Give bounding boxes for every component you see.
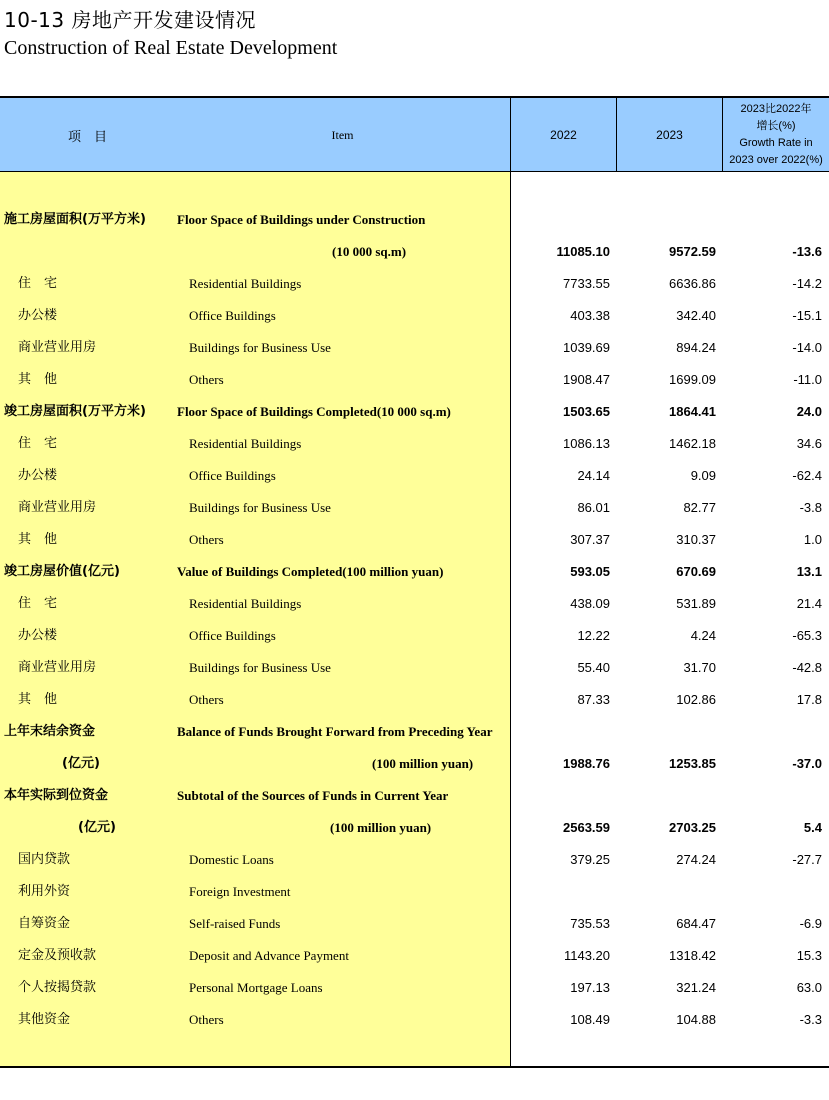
row-label-cn: 住 宅 [18,596,58,611]
table-row [0,588,829,620]
table-row [0,748,829,780]
value-growth: -11.0 [793,372,822,387]
row-label-cn: 住 宅 [18,436,58,451]
row-label-cn: 自筹资金 [18,916,71,931]
row-label-cn: 住 宅 [18,276,58,291]
value-2022: 12.22 [577,628,610,643]
value-growth: -6.9 [799,916,822,931]
table-row [0,236,829,268]
value-2022: 403.38 [570,308,610,323]
table-row [0,524,829,556]
value-2023: 31.70 [683,660,716,675]
table-row [0,684,829,716]
value-growth: -3.3 [799,1012,822,1027]
value-2023: 9.09 [690,468,716,483]
row-label-en: Subtotal of the Sources of Funds in Current Year [177,788,449,803]
row-label-cn: 其 他 [18,532,58,547]
row-label-cn: 国内贷款 [18,852,71,867]
value-2023: 1462.18 [669,436,716,451]
value-2023: 1253.85 [669,756,716,771]
value-growth: -65.3 [792,628,822,643]
row-label-cn: 办公楼 [18,468,58,483]
value-growth: -27.7 [792,852,822,867]
row-label-cn: 定金及预收款 [18,948,97,963]
table-row [0,908,829,940]
row-label-cn: 竣工房屋面积(万平方米) [4,404,146,419]
row-label-cn: 商业营业用房 [18,500,97,515]
value-2023: 82.77 [683,500,716,515]
value-growth: -13.6 [792,244,822,259]
table-header [0,96,829,172]
header-item-en: Item [331,127,354,142]
value-growth: 63.0 [796,980,822,995]
row-label-en: Office Buildings [189,628,276,643]
value-2023: 894.24 [676,340,716,355]
value-growth: 17.8 [796,692,822,707]
row-label-en: Buildings for Business Use [189,660,331,675]
value-2022: 1988.76 [563,756,610,771]
value-2023: 2703.25 [669,820,716,835]
value-2022: 2563.59 [563,820,610,835]
table-row [0,972,829,1004]
row-label-cn: 利用外资 [18,884,71,899]
value-2022: 307.37 [570,532,610,547]
table-row [0,1004,829,1036]
value-2023: 321.24 [676,980,716,995]
table-row [0,620,829,652]
value-growth: -14.2 [792,276,822,291]
column-divider [616,97,617,172]
table-row [0,652,829,684]
row-label-en: Personal Mortgage Loans [189,980,323,995]
value-growth: 13.1 [796,564,822,579]
value-growth: -14.0 [792,340,822,355]
value-2022: 1086.13 [563,436,610,451]
value-growth: 5.4 [803,820,822,835]
value-2023: 1864.41 [669,404,716,419]
value-2023: 6636.86 [669,276,716,291]
row-label-cn: 其 他 [18,372,58,387]
value-2023: 342.40 [676,308,716,323]
row-label-en: Others [189,372,224,387]
table-row [0,204,829,236]
table-row [0,876,829,908]
row-label-cn: 上年末结余资金 [4,724,96,739]
row-label-cn: 竣工房屋价值(亿元) [4,564,120,579]
table-row [0,492,829,524]
header-2023: 2023 [656,128,683,142]
value-2023: 4.24 [690,628,716,643]
table-row [0,300,829,332]
value-2022: 197.13 [570,980,610,995]
column-divider [722,97,723,172]
table-row [0,844,829,876]
row-label-en: Others [189,692,224,707]
header-growth [723,98,829,172]
value-2022: 1039.69 [563,340,610,355]
value-growth: 34.6 [796,436,822,451]
row-label-en: Residential Buildings [189,276,302,291]
row-label-cn: 办公楼 [18,628,58,643]
value-2023: 531.89 [676,596,716,611]
value-2022: 735.53 [570,916,610,931]
value-2022: 24.14 [577,468,610,483]
row-label-en: Balance of Funds Brought Forward from Preceding Year [177,724,493,739]
value-2022: 438.09 [570,596,610,611]
value-2022: 1503.65 [563,404,610,419]
value-2023: 1318.42 [669,948,716,963]
row-label-cn: 办公楼 [18,308,58,323]
row-label-en: Deposit and Advance Payment [189,948,349,963]
row-label-en: Others [189,1012,224,1027]
row-label-cn: 其他资金 [18,1012,71,1027]
value-2023: 274.24 [676,852,716,867]
row-label-cn: 商业营业用房 [18,340,97,355]
row-label-en: (100 million yuan) [330,820,432,835]
value-2022: 108.49 [570,1012,610,1027]
row-label-en: Office Buildings [189,468,276,483]
row-label-en: Self-raised Funds [189,916,281,931]
row-label-en: Buildings for Business Use [189,340,331,355]
table-row [0,716,829,748]
row-label-en: Buildings for Business Use [189,500,331,515]
row-label-en: (100 million yuan) [372,756,474,771]
value-2022: 1908.47 [563,372,610,387]
header-item-cn: 项 目 [67,129,107,145]
row-label-en: Floor Space of Buildings Completed(10 000 sq.m) [177,404,451,419]
value-2022: 55.40 [577,660,610,675]
value-growth: 15.3 [796,948,822,963]
value-2023: 102.86 [676,692,716,707]
row-label-cn: 商业营业用房 [18,660,97,675]
table-row [0,460,829,492]
value-2023: 9572.59 [669,244,716,259]
row-label-en: Residential Buildings [189,436,302,451]
table-row [0,428,829,460]
row-label-en: (10 000 sq.m) [332,244,407,259]
value-2023: 104.88 [676,1012,716,1027]
row-label-en: Value of Buildings Completed(100 million yuan) [177,564,444,579]
table-row [0,396,829,428]
value-growth: -37.0 [792,756,822,771]
value-2023: 684.47 [676,916,716,931]
value-2022: 87.33 [577,692,610,707]
value-2022: 1143.20 [563,948,610,963]
value-2023: 670.69 [676,564,716,579]
page-title-cn: 10-13 房地产开发建设情况 [4,8,256,32]
table-row [0,364,829,396]
row-label-cn: 本年实际到位资金 [4,788,109,803]
row-label-en: Residential Buildings [189,596,302,611]
value-2022: 593.05 [570,564,610,579]
value-growth: -42.8 [792,660,822,675]
table-row [0,940,829,972]
header-growth-line: 增长(%) [756,120,796,132]
row-label-cn: 其 他 [18,692,58,707]
header-growth-line: Growth Rate in [739,137,813,149]
bottom-rule [0,1066,829,1068]
row-label-en: Office Buildings [189,308,276,323]
table-row [0,556,829,588]
row-label-cn: (亿元) [62,756,100,771]
value-growth: 1.0 [803,532,822,547]
row-label-cn: 施工房屋面积(万平方米) [4,212,146,227]
table-row [0,268,829,300]
row-label-en: Floor Space of Buildings under Construction [177,212,426,227]
row-label-en: Foreign Investment [189,884,291,899]
row-label-en: Others [189,532,224,547]
value-growth: -62.4 [792,468,822,483]
value-2023: 310.37 [676,532,716,547]
table-row [0,812,829,844]
header-growth-line: 2023 over 2022(%) [729,154,823,166]
row-label-en: Domestic Loans [189,852,274,867]
value-growth: -3.8 [799,500,822,515]
row-label-cn: 个人按揭贷款 [18,980,97,995]
table-row [0,332,829,364]
value-growth: -15.1 [792,308,822,323]
value-2022: 379.25 [570,852,610,867]
page-title-en: Construction of Real Estate Development [4,37,338,59]
value-growth: 21.4 [796,596,822,611]
table-row [0,780,829,812]
value-growth: 24.0 [796,404,822,419]
row-label-cn: (亿元) [78,820,116,835]
value-2022: 7733.55 [563,276,610,291]
header-2022: 2022 [550,128,577,142]
value-2023: 1699.09 [669,372,716,387]
value-2022: 86.01 [577,500,610,515]
header-growth-line: 2023比2022年 [740,103,812,115]
value-2022: 11085.10 [556,244,610,259]
